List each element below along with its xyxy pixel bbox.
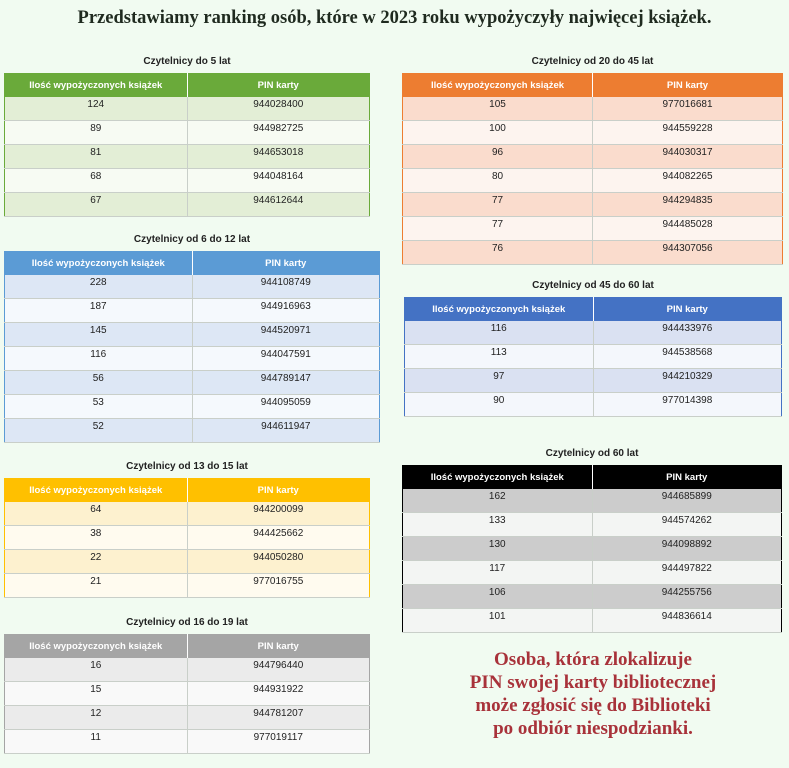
table-row [5, 169, 370, 193]
pin-cell: 944095059 [192, 395, 380, 419]
pin-cell: 944520971 [192, 323, 380, 347]
table-row [5, 730, 370, 754]
books-count-cell: 77 [403, 217, 593, 241]
books-count-cell: 97 [405, 369, 594, 393]
column-header-pin: PIN karty [593, 74, 783, 98]
pin-cell: 944425662 [187, 526, 370, 550]
pin-cell: 944108749 [192, 275, 380, 299]
ranking-table [4, 478, 370, 598]
group-6-12 [4, 229, 380, 443]
column-header-pin: PIN karty [592, 466, 782, 490]
ranking-table [402, 73, 783, 265]
column-header-pin: PIN karty [187, 74, 370, 98]
pin-cell: 944574262 [592, 513, 782, 537]
surprise-note [408, 648, 778, 740]
column-header-count: Ilość wypożyczonych książek [5, 252, 193, 276]
books-count-cell: 76 [403, 241, 593, 265]
table-header-row [5, 479, 370, 503]
column-header-count: Ilość wypożyczonych książek [405, 298, 594, 322]
table-row [405, 393, 782, 417]
table-row [5, 682, 370, 706]
pin-cell: 944685899 [592, 489, 782, 513]
table-row [5, 371, 380, 395]
pin-cell: 944789147 [192, 371, 380, 395]
pin-cell: 944294835 [593, 193, 783, 217]
column-header-count: Ilość wypożyczonych książek [5, 479, 188, 503]
books-count-cell: 80 [403, 169, 593, 193]
table-row [5, 395, 380, 419]
table-row [405, 321, 782, 345]
table-row [5, 275, 380, 299]
column-header-count: Ilość wypożyczonych książek [403, 466, 593, 490]
books-count-cell: 64 [5, 502, 188, 526]
table-row [5, 323, 380, 347]
table-header-row [5, 74, 370, 98]
table-header-row [5, 252, 380, 276]
table-row [403, 561, 782, 585]
table-row [403, 217, 783, 241]
table-row [405, 369, 782, 393]
pin-cell: 944048164 [187, 169, 370, 193]
pin-cell: 977016755 [187, 574, 370, 598]
books-count-cell: 113 [405, 345, 594, 369]
table-row [403, 121, 783, 145]
pin-cell: 944796440 [187, 658, 370, 682]
table-row [403, 489, 782, 513]
ranking-table [4, 634, 370, 754]
table-row [403, 169, 783, 193]
books-count-cell: 53 [5, 395, 193, 419]
table-caption: Czytelnicy od 60 lat [545, 448, 639, 459]
books-count-cell: 228 [5, 275, 193, 299]
table-row [5, 347, 380, 371]
table-row [5, 299, 380, 323]
books-count-cell: 124 [5, 97, 188, 121]
page-title: Przedstawiamy ranking osób, które w 2023 roku wypożyczyły najwięcej książek. [77, 8, 712, 28]
table-header-row [405, 298, 782, 322]
group-60 [402, 443, 782, 633]
books-count-cell: 16 [5, 658, 188, 682]
ranking-table [4, 251, 380, 443]
table-row [5, 193, 370, 217]
table-row [5, 97, 370, 121]
books-count-cell: 11 [5, 730, 188, 754]
table-caption: Czytelnicy od 45 do 60 lat [532, 280, 654, 291]
pin-cell: 944559228 [593, 121, 783, 145]
books-count-cell: 21 [5, 574, 188, 598]
ranking-table [4, 73, 370, 217]
pin-cell: 944485028 [593, 217, 783, 241]
column-header-pin: PIN karty [187, 635, 370, 659]
books-count-cell: 56 [5, 371, 193, 395]
column-header-pin: PIN karty [593, 298, 782, 322]
column-header-count: Ilość wypożyczonych książek [5, 635, 188, 659]
table-row [5, 419, 380, 443]
books-count-cell: 116 [405, 321, 594, 345]
table-row [403, 585, 782, 609]
table-caption: Czytelnicy od 16 do 19 lat [126, 617, 248, 628]
pin-cell: 944082265 [593, 169, 783, 193]
books-count-cell: 22 [5, 550, 188, 574]
pin-cell: 944255756 [592, 585, 782, 609]
pin-cell: 944612644 [187, 193, 370, 217]
table-row [403, 241, 783, 265]
books-count-cell: 96 [403, 145, 593, 169]
note-line: Osoba, która zlokalizuje [494, 649, 692, 670]
books-count-cell: 116 [5, 347, 193, 371]
pin-cell: 944307056 [593, 241, 783, 265]
table-row [5, 526, 370, 550]
pin-cell: 977014398 [593, 393, 782, 417]
pin-cell: 944497822 [592, 561, 782, 585]
table-row [403, 145, 783, 169]
note-line: może zgłosić się do Biblioteki [475, 695, 711, 716]
column-header-count: Ilość wypożyczonych książek [5, 74, 188, 98]
books-count-cell: 12 [5, 706, 188, 730]
books-count-cell: 130 [403, 537, 593, 561]
table-row [5, 502, 370, 526]
books-count-cell: 77 [403, 193, 593, 217]
group-13-15 [4, 456, 370, 598]
table-row [5, 550, 370, 574]
pin-cell: 944030317 [593, 145, 783, 169]
table-header-row [403, 74, 783, 98]
table-row [5, 706, 370, 730]
group-do-5 [4, 51, 370, 217]
books-count-cell: 117 [403, 561, 593, 585]
pin-cell: 944982725 [187, 121, 370, 145]
books-count-cell: 15 [5, 682, 188, 706]
pin-cell: 944200099 [187, 502, 370, 526]
table-row [5, 121, 370, 145]
pin-cell: 977016681 [593, 97, 783, 121]
pin-cell: 944836614 [592, 609, 782, 633]
column-header-pin: PIN karty [192, 252, 380, 276]
table-row [403, 97, 783, 121]
ranking-table [404, 297, 782, 417]
books-count-cell: 106 [403, 585, 593, 609]
pin-cell: 944611947 [192, 419, 380, 443]
table-header-row [5, 635, 370, 659]
books-count-cell: 187 [5, 299, 193, 323]
pin-cell: 944781207 [187, 706, 370, 730]
table-caption: Czytelnicy od 13 do 15 lat [126, 461, 248, 472]
books-count-cell: 162 [403, 489, 593, 513]
table-caption: Czytelnicy od 6 do 12 lat [133, 234, 251, 245]
table-row [5, 574, 370, 598]
pin-cell: 944433976 [593, 321, 782, 345]
books-count-cell: 38 [5, 526, 188, 550]
note-line: PIN swojej karty bibliotecznej [469, 672, 717, 693]
books-count-cell: 81 [5, 145, 188, 169]
table-row [403, 609, 782, 633]
books-count-cell: 67 [5, 193, 188, 217]
ranking-table [402, 465, 782, 633]
pin-cell: 944538568 [593, 345, 782, 369]
pin-cell: 944210329 [593, 369, 782, 393]
pin-cell: 944047591 [192, 347, 380, 371]
table-row [5, 145, 370, 169]
books-count-cell: 145 [5, 323, 193, 347]
pin-cell: 944098892 [592, 537, 782, 561]
group-16-19 [4, 612, 370, 754]
column-header-pin: PIN karty [187, 479, 370, 503]
pin-cell: 944653018 [187, 145, 370, 169]
table-header-row [403, 466, 782, 490]
pin-cell: 944931922 [187, 682, 370, 706]
table-row [403, 193, 783, 217]
pin-cell: 944028400 [187, 97, 370, 121]
table-row [403, 513, 782, 537]
table-row [403, 537, 782, 561]
group-20-45 [402, 51, 783, 265]
column-header-count: Ilość wypożyczonych książek [403, 74, 593, 98]
pin-cell: 977019117 [187, 730, 370, 754]
pin-cell: 944916963 [192, 299, 380, 323]
table-row [405, 345, 782, 369]
books-count-cell: 90 [405, 393, 594, 417]
books-count-cell: 100 [403, 121, 593, 145]
table-caption: Czytelnicy do 5 lat [143, 56, 231, 67]
books-count-cell: 101 [403, 609, 593, 633]
table-row [5, 658, 370, 682]
books-count-cell: 89 [5, 121, 188, 145]
books-count-cell: 52 [5, 419, 193, 443]
books-count-cell: 105 [403, 97, 593, 121]
note-line: po odbiór niespodzianki. [493, 718, 693, 739]
group-45-60 [404, 275, 782, 417]
table-caption: Czytelnicy od 20 do 45 lat [531, 56, 654, 67]
books-count-cell: 68 [5, 169, 188, 193]
pin-cell: 944050280 [187, 550, 370, 574]
books-count-cell: 133 [403, 513, 593, 537]
